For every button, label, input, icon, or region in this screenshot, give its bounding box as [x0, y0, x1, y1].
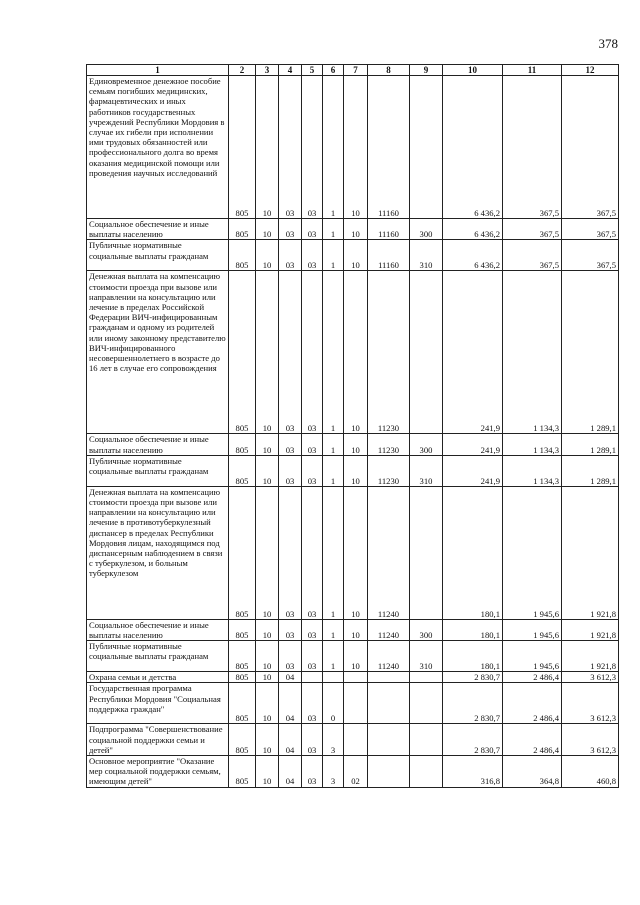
- code-cell: 805: [229, 434, 256, 455]
- column-header: 3: [256, 65, 279, 76]
- row-name-cell: Единовременное денежное пособие семьям погибших медицинских, фармацевтических и иных работников государственных учреждений Республики Мордовия в случае их гибели при исполнении ими трудовых обязанностей или профессионального долга во время оказания медицинской помощи или проведения научных исследований: [87, 76, 229, 219]
- code-cell: 11160: [368, 240, 410, 271]
- row-name-cell: Публичные нормативные социальные выплаты гражданам: [87, 641, 229, 672]
- code-cell: 03: [279, 641, 302, 672]
- code-cell: 805: [229, 240, 256, 271]
- code-cell: 1: [323, 641, 344, 672]
- amount-cell: 1 134,3: [503, 434, 562, 455]
- amount-cell: 1 945,6: [503, 619, 562, 640]
- code-cell: 10: [256, 756, 279, 788]
- amount-cell: 2 486,4: [503, 683, 562, 724]
- table-row: [87, 641, 619, 672]
- code-cell: 03: [302, 486, 323, 619]
- amount-cell: 6 436,2: [443, 240, 503, 271]
- code-cell: 03: [302, 240, 323, 271]
- code-cell: 10: [256, 683, 279, 724]
- row-name-cell: Публичные нормативные социальные выплаты гражданам: [87, 240, 229, 271]
- table-row: [87, 76, 619, 219]
- row-name-cell: Основное мероприятие "Оказание мер социальной поддержки семьям, имеющим детей": [87, 756, 229, 788]
- code-cell: 1: [323, 455, 344, 486]
- amount-cell: 2 486,4: [503, 724, 562, 756]
- code-cell: 300: [410, 434, 443, 455]
- code-cell: 1: [323, 434, 344, 455]
- code-cell: 11240: [368, 641, 410, 672]
- code-cell: 03: [302, 619, 323, 640]
- table-row: [87, 271, 619, 434]
- code-cell: 10: [256, 219, 279, 240]
- code-cell: 04: [279, 672, 302, 683]
- code-cell: 310: [410, 455, 443, 486]
- budget-table: [86, 64, 619, 788]
- code-cell: 805: [229, 271, 256, 434]
- code-cell: 03: [279, 76, 302, 219]
- row-name-cell: Государственная программа Республики Мордовия "Социальная поддержка граждан": [87, 683, 229, 724]
- header-row: [87, 65, 619, 76]
- code-cell: 805: [229, 641, 256, 672]
- page-number: 378: [598, 36, 618, 51]
- code-cell: 10: [344, 434, 368, 455]
- amount-cell: 6 436,2: [443, 76, 503, 219]
- code-cell: 805: [229, 486, 256, 619]
- table-row: [87, 434, 619, 455]
- amount-cell: 316,8: [443, 756, 503, 788]
- amount-cell: 3 612,3: [562, 672, 619, 683]
- code-cell: 805: [229, 619, 256, 640]
- code-cell: 1: [323, 219, 344, 240]
- column-header: 4: [279, 65, 302, 76]
- amount-cell: 180,1: [443, 641, 503, 672]
- amount-cell: 1 289,1: [562, 434, 619, 455]
- code-cell: 10: [256, 672, 279, 683]
- amount-cell: 364,8: [503, 756, 562, 788]
- code-cell: 805: [229, 76, 256, 219]
- code-cell: 1: [323, 240, 344, 271]
- table-row: [87, 756, 619, 788]
- table-row: [87, 219, 619, 240]
- code-cell: 805: [229, 683, 256, 724]
- code-cell: 1: [323, 619, 344, 640]
- code-cell: 04: [279, 724, 302, 756]
- code-cell: [410, 724, 443, 756]
- code-cell: 1: [323, 271, 344, 434]
- code-cell: 310: [410, 641, 443, 672]
- code-cell: 805: [229, 756, 256, 788]
- code-cell: [410, 486, 443, 619]
- row-name-cell: Публичные нормативные социальные выплаты гражданам: [87, 455, 229, 486]
- code-cell: 300: [410, 219, 443, 240]
- row-name-cell: Социальное обеспечение и иные выплаты населению: [87, 219, 229, 240]
- code-cell: 10: [344, 455, 368, 486]
- amount-cell: 3 612,3: [562, 683, 619, 724]
- code-cell: 0: [323, 683, 344, 724]
- amount-cell: 367,5: [503, 76, 562, 219]
- code-cell: 3: [323, 756, 344, 788]
- column-header: 10: [443, 65, 503, 76]
- code-cell: 03: [302, 724, 323, 756]
- amount-cell: 1 134,3: [503, 455, 562, 486]
- code-cell: 805: [229, 219, 256, 240]
- code-cell: 04: [279, 756, 302, 788]
- row-name-cell: Социальное обеспечение и иные выплаты населению: [87, 619, 229, 640]
- amount-cell: 1 945,6: [503, 641, 562, 672]
- column-header: 7: [344, 65, 368, 76]
- code-cell: 10: [256, 619, 279, 640]
- row-name-cell: Подпрограмма "Совершенствование социальной поддержки семьи и детей": [87, 724, 229, 756]
- code-cell: [344, 724, 368, 756]
- code-cell: 11230: [368, 434, 410, 455]
- amount-cell: 3 612,3: [562, 724, 619, 756]
- row-name-cell: Охрана семьи и детства: [87, 672, 229, 683]
- code-cell: 10: [344, 271, 368, 434]
- column-header: 2: [229, 65, 256, 76]
- row-name-cell: Денежная выплата на компенсацию стоимости проезда при вызове или направлении на консультацию или лечение в пределах Российской Федерации ВИЧ-инфицированным гражданам и одному из родителей или иному законному представителю ВИЧ-инфицированного несовершеннолетнего в возрасте до 16 лет в случае его сопровождения: [87, 271, 229, 434]
- code-cell: [410, 756, 443, 788]
- amount-cell: 2 830,7: [443, 683, 503, 724]
- amount-cell: 6 436,2: [443, 219, 503, 240]
- amount-cell: 1 289,1: [562, 455, 619, 486]
- code-cell: 03: [302, 76, 323, 219]
- code-cell: 11160: [368, 76, 410, 219]
- code-cell: 03: [302, 641, 323, 672]
- code-cell: [410, 683, 443, 724]
- amount-cell: 367,5: [562, 76, 619, 219]
- code-cell: 310: [410, 240, 443, 271]
- code-cell: 04: [279, 683, 302, 724]
- amount-cell: 1 289,1: [562, 271, 619, 434]
- row-name-cell: Социальное обеспечение и иные выплаты населению: [87, 434, 229, 455]
- table-row: [87, 683, 619, 724]
- code-cell: 11240: [368, 619, 410, 640]
- code-cell: 03: [279, 240, 302, 271]
- code-cell: 11230: [368, 455, 410, 486]
- amount-cell: 241,9: [443, 455, 503, 486]
- code-cell: 10: [256, 76, 279, 219]
- code-cell: 10: [256, 455, 279, 486]
- code-cell: [368, 756, 410, 788]
- code-cell: 03: [302, 756, 323, 788]
- code-cell: 03: [302, 219, 323, 240]
- code-cell: 10: [256, 271, 279, 434]
- code-cell: 03: [302, 271, 323, 434]
- row-name-cell: Денежная выплата на компенсацию стоимости проезда при вызове или направлении на консультацию или лечение в противотуберкулезный диспансер в пределах Республики Мордовия лицам, находящимся под диспансерным наблюдением в связи с туберкулезом, и больным туберкулезом: [87, 486, 229, 619]
- table-header: [87, 65, 619, 76]
- code-cell: 03: [279, 434, 302, 455]
- column-header: 5: [302, 65, 323, 76]
- table-row: [87, 724, 619, 756]
- code-cell: 10: [344, 76, 368, 219]
- code-cell: [368, 683, 410, 724]
- code-cell: 02: [344, 756, 368, 788]
- column-header: 1: [87, 65, 229, 76]
- amount-cell: 2 486,4: [503, 672, 562, 683]
- code-cell: 10: [256, 434, 279, 455]
- code-cell: 10: [344, 240, 368, 271]
- code-cell: 10: [256, 240, 279, 271]
- amount-cell: 180,1: [443, 486, 503, 619]
- column-header: 12: [562, 65, 619, 76]
- code-cell: 03: [279, 486, 302, 619]
- amount-cell: 1 945,6: [503, 486, 562, 619]
- amount-cell: 367,5: [503, 240, 562, 271]
- table-row: [87, 455, 619, 486]
- code-cell: 10: [344, 219, 368, 240]
- amount-cell: 367,5: [562, 219, 619, 240]
- column-header: 6: [323, 65, 344, 76]
- column-header: 9: [410, 65, 443, 76]
- amount-cell: 241,9: [443, 434, 503, 455]
- column-header: 11: [503, 65, 562, 76]
- table-row: [87, 240, 619, 271]
- code-cell: 03: [279, 455, 302, 486]
- code-cell: 805: [229, 672, 256, 683]
- amount-cell: 1 921,8: [562, 641, 619, 672]
- amount-cell: 180,1: [443, 619, 503, 640]
- code-cell: 10: [344, 641, 368, 672]
- code-cell: 03: [279, 619, 302, 640]
- table-body: [87, 76, 619, 788]
- amount-cell: 2 830,7: [443, 724, 503, 756]
- code-cell: 03: [302, 434, 323, 455]
- amount-cell: 1 921,8: [562, 486, 619, 619]
- code-cell: 11240: [368, 486, 410, 619]
- code-cell: 805: [229, 455, 256, 486]
- code-cell: [302, 672, 323, 683]
- code-cell: [368, 724, 410, 756]
- code-cell: 03: [302, 683, 323, 724]
- code-cell: 03: [302, 455, 323, 486]
- amount-cell: 1 921,8: [562, 619, 619, 640]
- amount-cell: 2 830,7: [443, 672, 503, 683]
- code-cell: [323, 672, 344, 683]
- column-header: 8: [368, 65, 410, 76]
- code-cell: 10: [256, 724, 279, 756]
- code-cell: 1: [323, 76, 344, 219]
- code-cell: 11160: [368, 219, 410, 240]
- code-cell: 1: [323, 486, 344, 619]
- table-row: [87, 672, 619, 683]
- code-cell: 11230: [368, 271, 410, 434]
- code-cell: [410, 271, 443, 434]
- code-cell: 300: [410, 619, 443, 640]
- code-cell: [344, 683, 368, 724]
- amount-cell: 241,9: [443, 271, 503, 434]
- amount-cell: 1 134,3: [503, 271, 562, 434]
- code-cell: 10: [344, 486, 368, 619]
- code-cell: 03: [279, 219, 302, 240]
- amount-cell: 460,8: [562, 756, 619, 788]
- table-row: [87, 486, 619, 619]
- code-cell: [344, 672, 368, 683]
- code-cell: 3: [323, 724, 344, 756]
- code-cell: [410, 672, 443, 683]
- code-cell: 03: [279, 271, 302, 434]
- code-cell: 805: [229, 724, 256, 756]
- table-row: [87, 619, 619, 640]
- code-cell: [368, 672, 410, 683]
- code-cell: 10: [256, 486, 279, 619]
- amount-cell: 367,5: [562, 240, 619, 271]
- code-cell: 10: [256, 641, 279, 672]
- code-cell: 10: [344, 619, 368, 640]
- code-cell: [410, 76, 443, 219]
- amount-cell: 367,5: [503, 219, 562, 240]
